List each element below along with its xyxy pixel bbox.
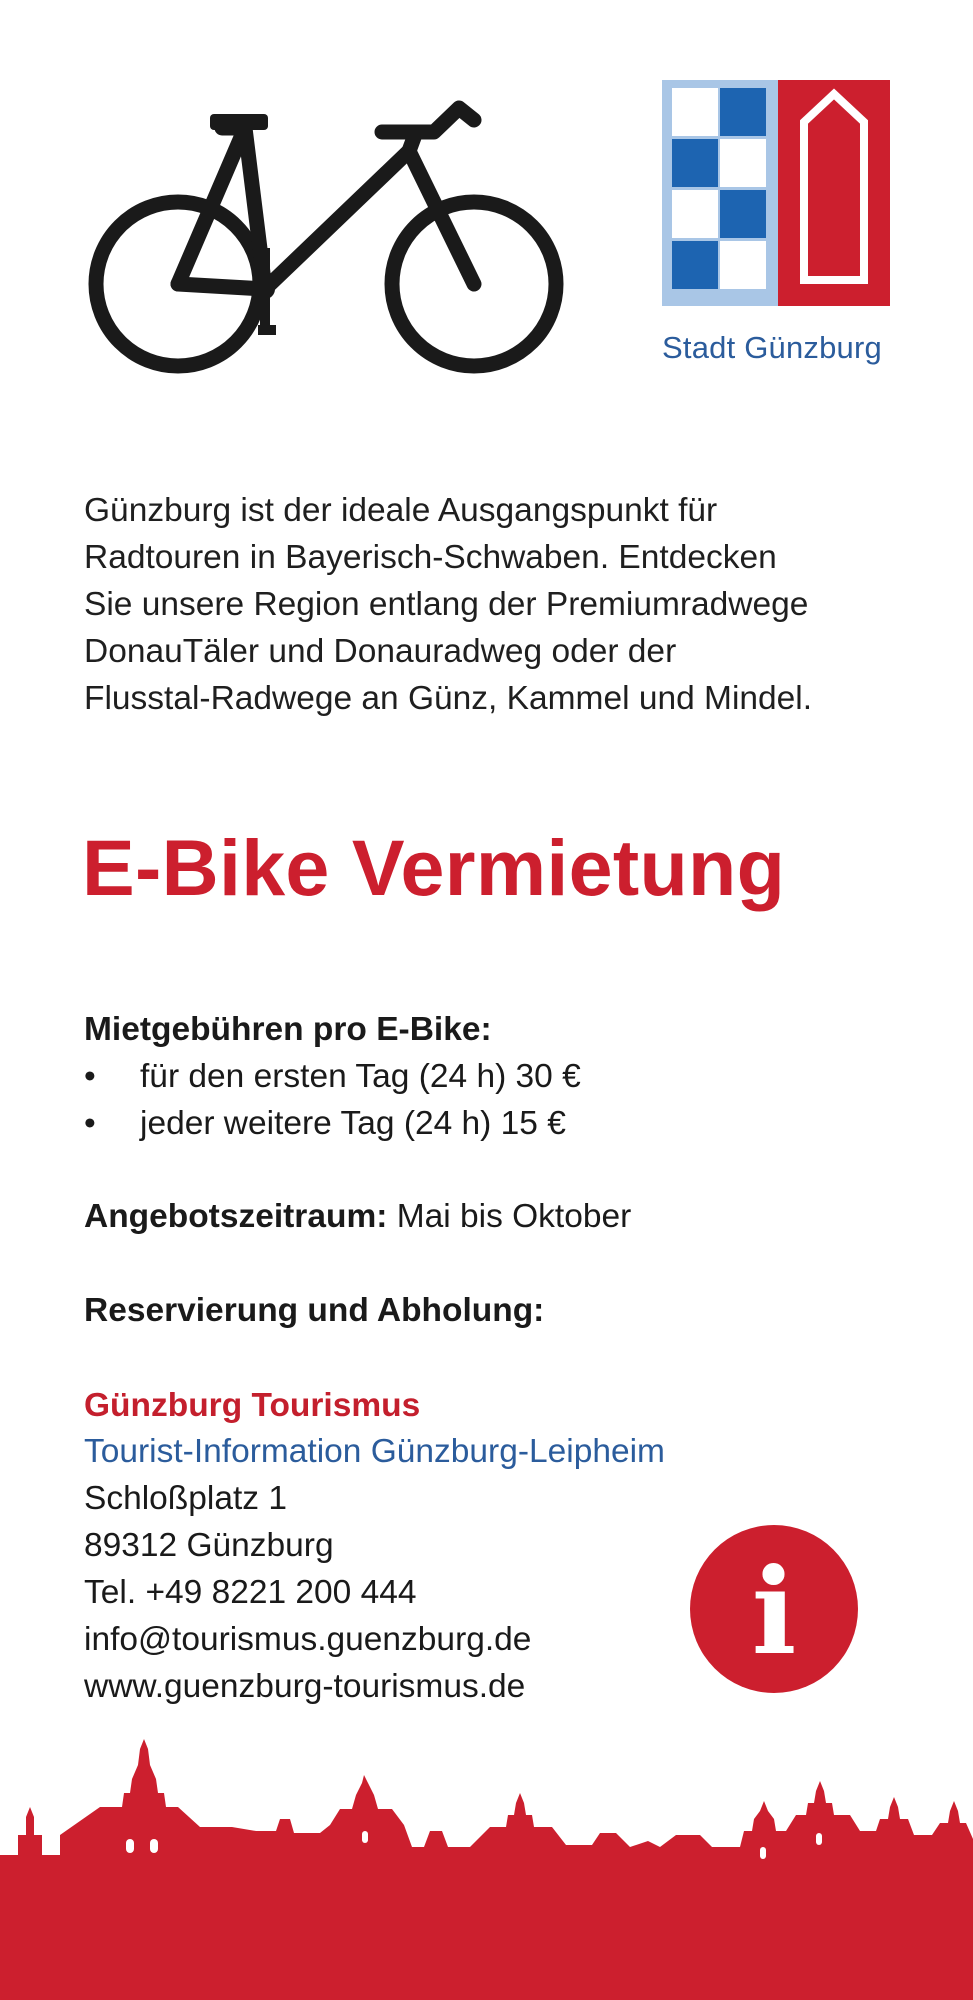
intro-line: Flusstal-Radwege an Günz, Kammel und Mindel. bbox=[84, 680, 813, 717]
intro-line: Sie unsere Region entlang der Premiumradwege bbox=[84, 586, 809, 623]
offer-period bbox=[84, 1193, 631, 1240]
bullet: • bbox=[84, 1105, 96, 1142]
contact-office: Tourist-Information Günzburg-Leipheim bbox=[84, 1433, 665, 1470]
info-icon bbox=[688, 1523, 860, 1695]
contact-org: Günzburg Tourismus bbox=[84, 1387, 421, 1424]
contact-website[interactable]: www.guenzburg-tourismus.de bbox=[84, 1668, 526, 1705]
intro-line: DonauTäler und Donauradweg oder der bbox=[84, 633, 677, 670]
page-title: E-Bike Vermietung bbox=[82, 823, 786, 912]
intro-paragraph bbox=[84, 487, 944, 722]
intro-line: Günzburg ist der ideale Ausgangspunkt für bbox=[84, 492, 718, 529]
stadt-guenzburg-logo bbox=[662, 80, 890, 306]
fees-heading: Mietgebühren pro E-Bike: bbox=[84, 1011, 492, 1048]
bullet: • bbox=[84, 1058, 96, 1095]
contact-email[interactable]: info@tourismus.guenzburg.de bbox=[84, 1621, 532, 1658]
logo-text: Stadt Günzburg bbox=[662, 330, 882, 365]
fee-text: für den ersten Tag (24 h) 30 € bbox=[140, 1058, 581, 1095]
fee-text: jeder weitere Tag (24 h) 15 € bbox=[140, 1105, 566, 1142]
contact-city: 89312 Günzburg bbox=[84, 1527, 334, 1564]
info-glyph: i bbox=[751, 1542, 797, 1681]
contact-phone[interactable]: Tel. +49 8221 200 444 bbox=[84, 1574, 417, 1611]
offer-period-value: Mai bis Oktober bbox=[396, 1198, 632, 1235]
list-item bbox=[84, 1100, 581, 1147]
reservation-heading: Reservierung und Abholung: bbox=[84, 1292, 545, 1329]
bicycle-icon bbox=[82, 98, 570, 380]
city-skyline-silhouette bbox=[0, 1735, 973, 2000]
fees-list bbox=[84, 1053, 581, 1147]
intro-line: Radtouren in Bayerisch-Schwaben. Entdecken bbox=[84, 539, 777, 576]
offer-period-label: Angebotszeitraum: bbox=[84, 1198, 388, 1235]
contact-address bbox=[84, 1475, 531, 1710]
contact-street: Schloßplatz 1 bbox=[84, 1480, 287, 1517]
list-item bbox=[84, 1053, 581, 1100]
